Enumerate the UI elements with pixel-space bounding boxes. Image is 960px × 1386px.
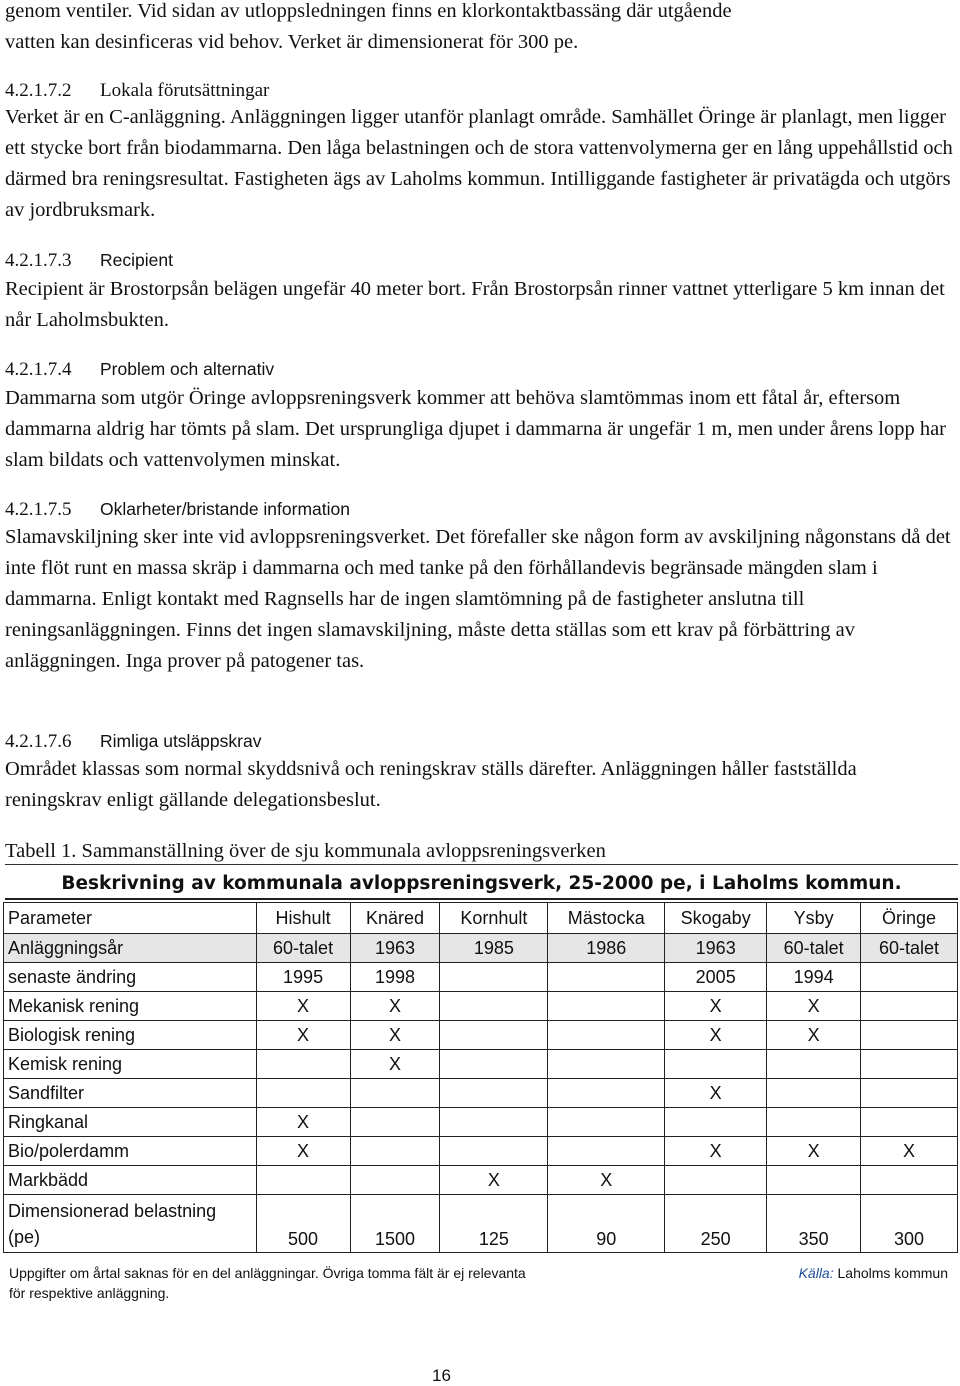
table-cell: Kornhult	[440, 903, 548, 934]
table-source	[799, 1263, 948, 1283]
row-label-cell: Dimensionerad belastning (pe)	[4, 1195, 257, 1253]
table-cell	[440, 1108, 548, 1137]
section-number: 4.2.1.7.2	[5, 80, 72, 101]
table-cell: X	[440, 1166, 548, 1195]
section-heading-recipient	[5, 249, 173, 272]
table-cell: 1500	[350, 1195, 440, 1253]
table-title: Beskrivning av kommunala avloppsreningsverk, 25-2000 pe, i Laholms kommun.	[5, 870, 958, 900]
table-cell: 250	[665, 1195, 767, 1253]
table-cell	[440, 963, 548, 992]
table-cell: 500	[256, 1195, 350, 1253]
section-title: Rimliga utsläppskrav	[100, 731, 262, 751]
row-label-cell: Anläggningsår	[4, 934, 257, 963]
table-cell: X	[548, 1166, 665, 1195]
table-cell	[767, 1079, 861, 1108]
table-cell: X	[861, 1137, 958, 1166]
table-cell: X	[256, 1021, 350, 1050]
table-cell: 90	[548, 1195, 665, 1253]
table-row	[4, 1166, 958, 1195]
row-label-cell: Biologisk rening	[4, 1021, 257, 1050]
table-cell: 1998	[350, 963, 440, 992]
table-cell: X	[256, 992, 350, 1021]
table-row	[4, 1021, 958, 1050]
table-cell: Hishult	[256, 903, 350, 934]
table-cell: 1986	[548, 934, 665, 963]
table-cell	[256, 1166, 350, 1195]
table-cell: 300	[861, 1195, 958, 1253]
section-number: 4.2.1.7.5	[5, 499, 72, 520]
table-cell: 1994	[767, 963, 861, 992]
table-cell: X	[350, 1050, 440, 1079]
table-cell: 60-talet	[256, 934, 350, 963]
table-row	[4, 1195, 958, 1253]
table-cell: X	[256, 1108, 350, 1137]
section-body-oklarheter: Slamavskiljning sker inte vid avloppsreningsverket. Det förefaller ske någon form av avskiljning någonstans då det inte flöt runt en massa skräp i dammarna och med tanke på den förhållandevis begränsade mängden slam i dammarna. Enligt kontakt med Ragnsells har de ingen slamtömning på de fastigheter anslutna till reningsanläggningen. Finns det ingen slamavskiljning, måste detta ställas som ett krav på förbättring av anläggningen. Inga prover på patogener tas.	[5, 526, 951, 672]
table-cell: 2005	[665, 963, 767, 992]
table-cell	[350, 1166, 440, 1195]
row-label-cell: Parameter	[4, 903, 257, 934]
table-cell: X	[350, 992, 440, 1021]
table-cell: X	[665, 1079, 767, 1108]
table-cell: 1995	[256, 963, 350, 992]
table-cell	[440, 1021, 548, 1050]
table-cell: Ysby	[767, 903, 861, 934]
section-body-lokala: Verket är en C-anläggning. Anläggningen ligger utanför planlagt område. Samhället Öringe är planlagt, men ligger ett stycke bort från biodammarna. Den låga belastningen och de stora vattenvolymerna ger en lång uppehållstid och därmed bra reningsresultat. Fastigheten ägs av Laholms kommun. Intilliggande fastigheter är privatägda och utgörs av jordbruksmark.	[5, 106, 953, 221]
table-cell: 1985	[440, 934, 548, 963]
section-heading-utslappskrav	[5, 730, 261, 753]
row-label-cell: Bio/polerdamm	[4, 1137, 257, 1166]
table-header-row	[4, 903, 958, 934]
plants-table	[3, 902, 958, 1253]
table-cell: X	[665, 1137, 767, 1166]
table-cell: X	[350, 1021, 440, 1050]
row-label-cell: Kemisk rening	[4, 1050, 257, 1079]
table-row	[4, 992, 958, 1021]
table-cell	[548, 1108, 665, 1137]
section-heading-oklarheter	[5, 498, 350, 521]
table-cell	[440, 1050, 548, 1079]
table-cell: 1963	[350, 934, 440, 963]
section-body-recipient: Recipient är Brostorpsån belägen ungefär 40 meter bort. Från Brostorpsån rinner vattnet ytterligare 5 km innan det når Laholmsbukten.	[5, 278, 945, 331]
row-label-cell: senaste ändring	[4, 963, 257, 992]
row-label-cell: Ringkanal	[4, 1108, 257, 1137]
table-cell	[350, 1108, 440, 1137]
section-title: Problem och alternativ	[100, 359, 275, 379]
table-cell: 350	[767, 1195, 861, 1253]
source-value: Laholms kommun	[837, 1265, 948, 1281]
table-cell: Knäred	[350, 903, 440, 934]
table-cell	[767, 1166, 861, 1195]
table-cell	[861, 1021, 958, 1050]
table-cell	[440, 1137, 548, 1166]
row-label-cell: Markbädd	[4, 1166, 257, 1195]
table-cell	[350, 1079, 440, 1108]
table-cell: X	[665, 1021, 767, 1050]
row-label-cell: Sandfilter	[4, 1079, 257, 1108]
table-row	[4, 1079, 958, 1108]
table-cell	[548, 992, 665, 1021]
section-title: Recipient	[100, 250, 173, 270]
table-caption: Tabell 1. Sammanställning över de sju kommunala avloppsreningsverken	[5, 838, 958, 865]
table-cell	[350, 1137, 440, 1166]
table-cell: 125	[440, 1195, 548, 1253]
table-cell	[440, 992, 548, 1021]
table-cell: 1963	[665, 934, 767, 963]
section-number: 4.2.1.7.3	[5, 250, 72, 271]
source-label: Källa:	[798, 1265, 834, 1281]
table-row	[4, 1137, 958, 1166]
table-cell: Skogaby	[665, 903, 767, 934]
section-body-problem: Dammarna som utgör Öringe avloppsreningsverk kommer att behöva slamtömmas inom ett fåtal år, eftersom dammarna aldrig har tömts på slam. Det ursprungliga djupet i dammarna är ungefär 1 m, men under årens lopp har slam bildats och vattenvolymen minskat.	[5, 387, 946, 471]
section-heading-problem	[5, 358, 274, 381]
table-cell	[861, 1166, 958, 1195]
table-cell	[861, 1079, 958, 1108]
table-cell: X	[256, 1137, 350, 1166]
section-number: 4.2.1.7.6	[5, 731, 72, 752]
table-cell	[256, 1079, 350, 1108]
section-title: Lokala förutsättningar	[100, 80, 270, 101]
table-cell	[440, 1079, 548, 1108]
table-cell	[548, 1137, 665, 1166]
table-cell	[665, 1166, 767, 1195]
table-cell	[548, 1079, 665, 1108]
page-number: 16	[432, 1366, 451, 1385]
table-cell	[548, 1050, 665, 1079]
table-row	[4, 1050, 958, 1079]
table-cell: 60-talet	[861, 934, 958, 963]
section-heading-lokala	[5, 79, 269, 102]
section-body-utslappskrav: Området klassas som normal skyddsnivå och reningskrav ställs därefter. Anläggningen håller fastställda reningskrav enligt gällande delegationsbeslut.	[5, 758, 857, 811]
table-cell: X	[767, 992, 861, 1021]
table-cell: X	[665, 992, 767, 1021]
table-cell	[548, 1021, 665, 1050]
table-row	[4, 963, 958, 992]
table-cell: 60-talet	[767, 934, 861, 963]
table-cell	[548, 963, 665, 992]
table-row	[4, 934, 958, 963]
table-cell: Mästocka	[548, 903, 665, 934]
table-cell: X	[767, 1021, 861, 1050]
table-cell	[767, 1050, 861, 1079]
section-title: Oklarheter/bristande information	[100, 499, 350, 519]
table-cell	[861, 1108, 958, 1137]
intro-line-1: genom ventiler. Vid sidan av utloppsledningen finns en klorkontaktbassäng där utgående	[5, 0, 732, 22]
table-cell	[861, 963, 958, 992]
table-cell	[665, 1108, 767, 1137]
table-footnote: Uppgifter om årtal saknas för en del anläggningar. Övriga tomma fält är ej relevanta för respektive anläggning.	[9, 1265, 526, 1301]
row-label-cell: Mekanisk rening	[4, 992, 257, 1021]
table-cell	[256, 1050, 350, 1079]
table-cell	[861, 992, 958, 1021]
section-number: 4.2.1.7.4	[5, 359, 72, 380]
table-cell: Öringe	[861, 903, 958, 934]
table-cell: X	[767, 1137, 861, 1166]
table-cell	[861, 1050, 958, 1079]
intro-line-2: vatten kan desinficeras vid behov. Verket är dimensionerat för 300 pe.	[5, 31, 579, 53]
table-cell	[767, 1108, 861, 1137]
table-cell	[665, 1050, 767, 1079]
table-row	[4, 1108, 958, 1137]
